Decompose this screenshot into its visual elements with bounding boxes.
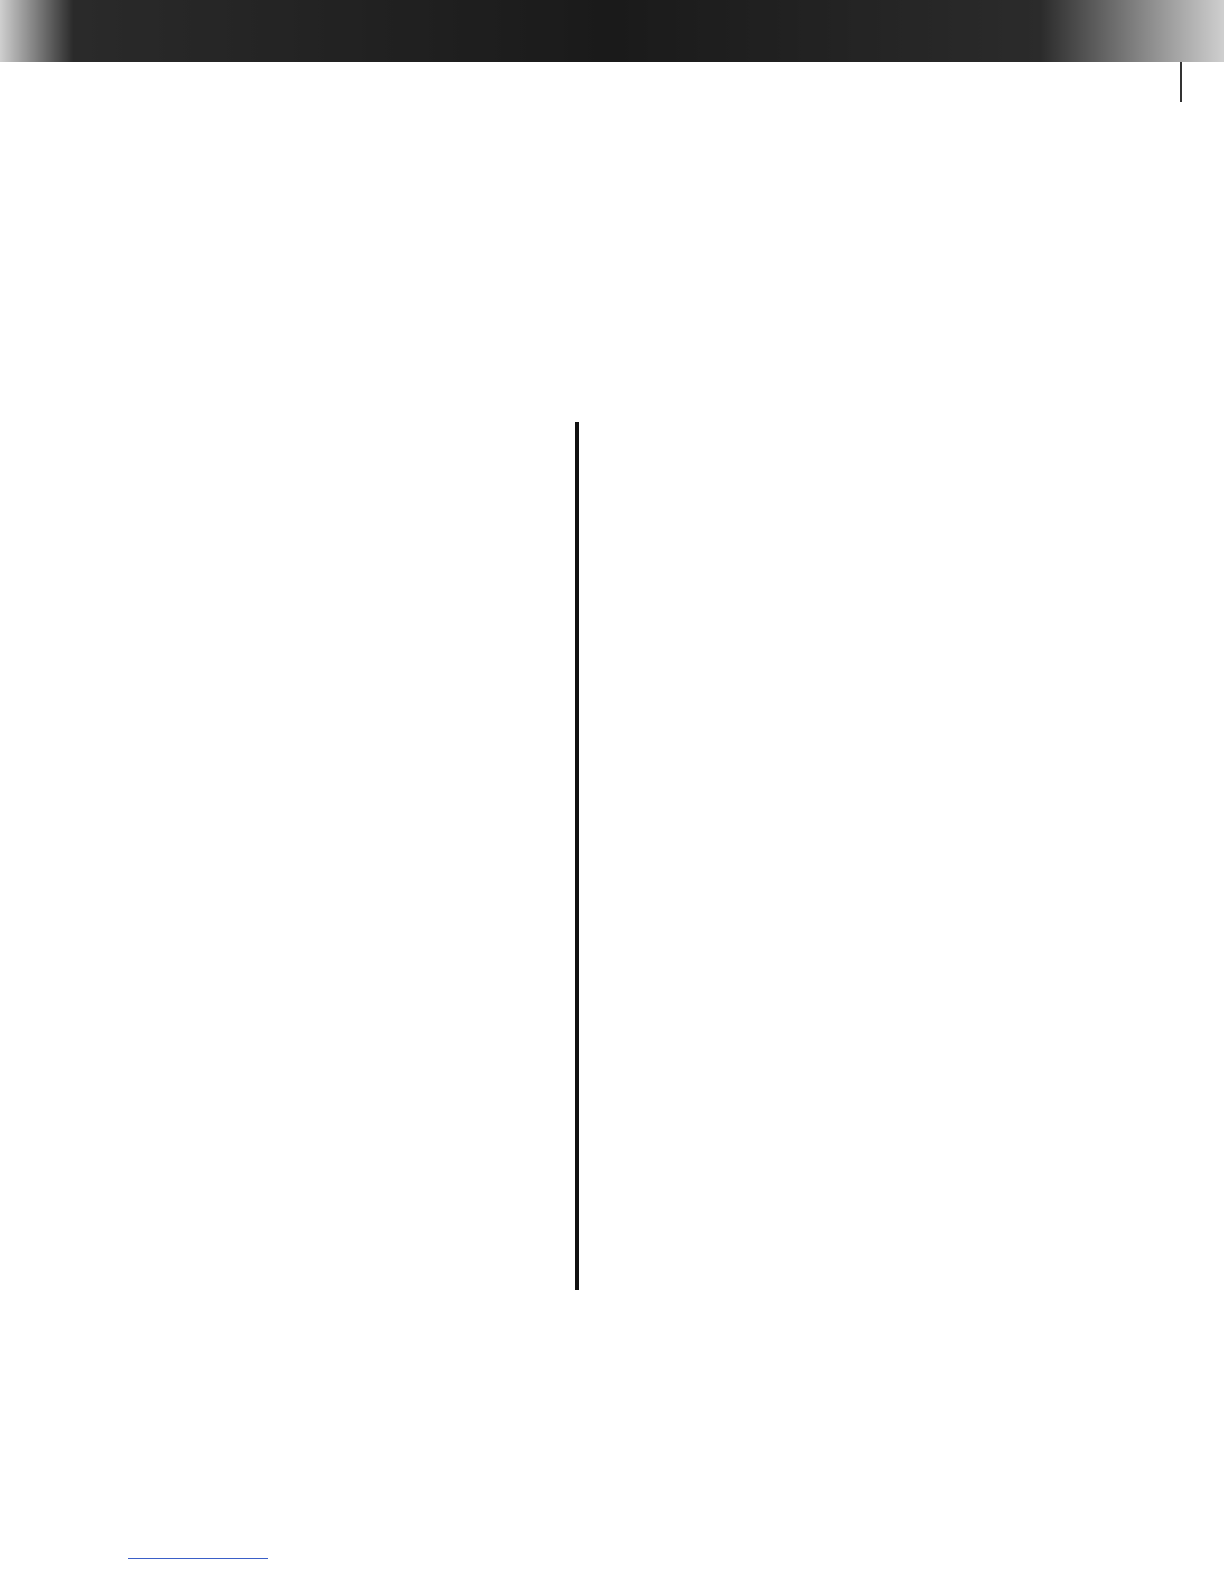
scan-edge-mark bbox=[1180, 62, 1182, 102]
footer-rule bbox=[128, 1558, 268, 1559]
scan-header-band bbox=[0, 0, 1224, 62]
column-divider bbox=[575, 422, 579, 1290]
